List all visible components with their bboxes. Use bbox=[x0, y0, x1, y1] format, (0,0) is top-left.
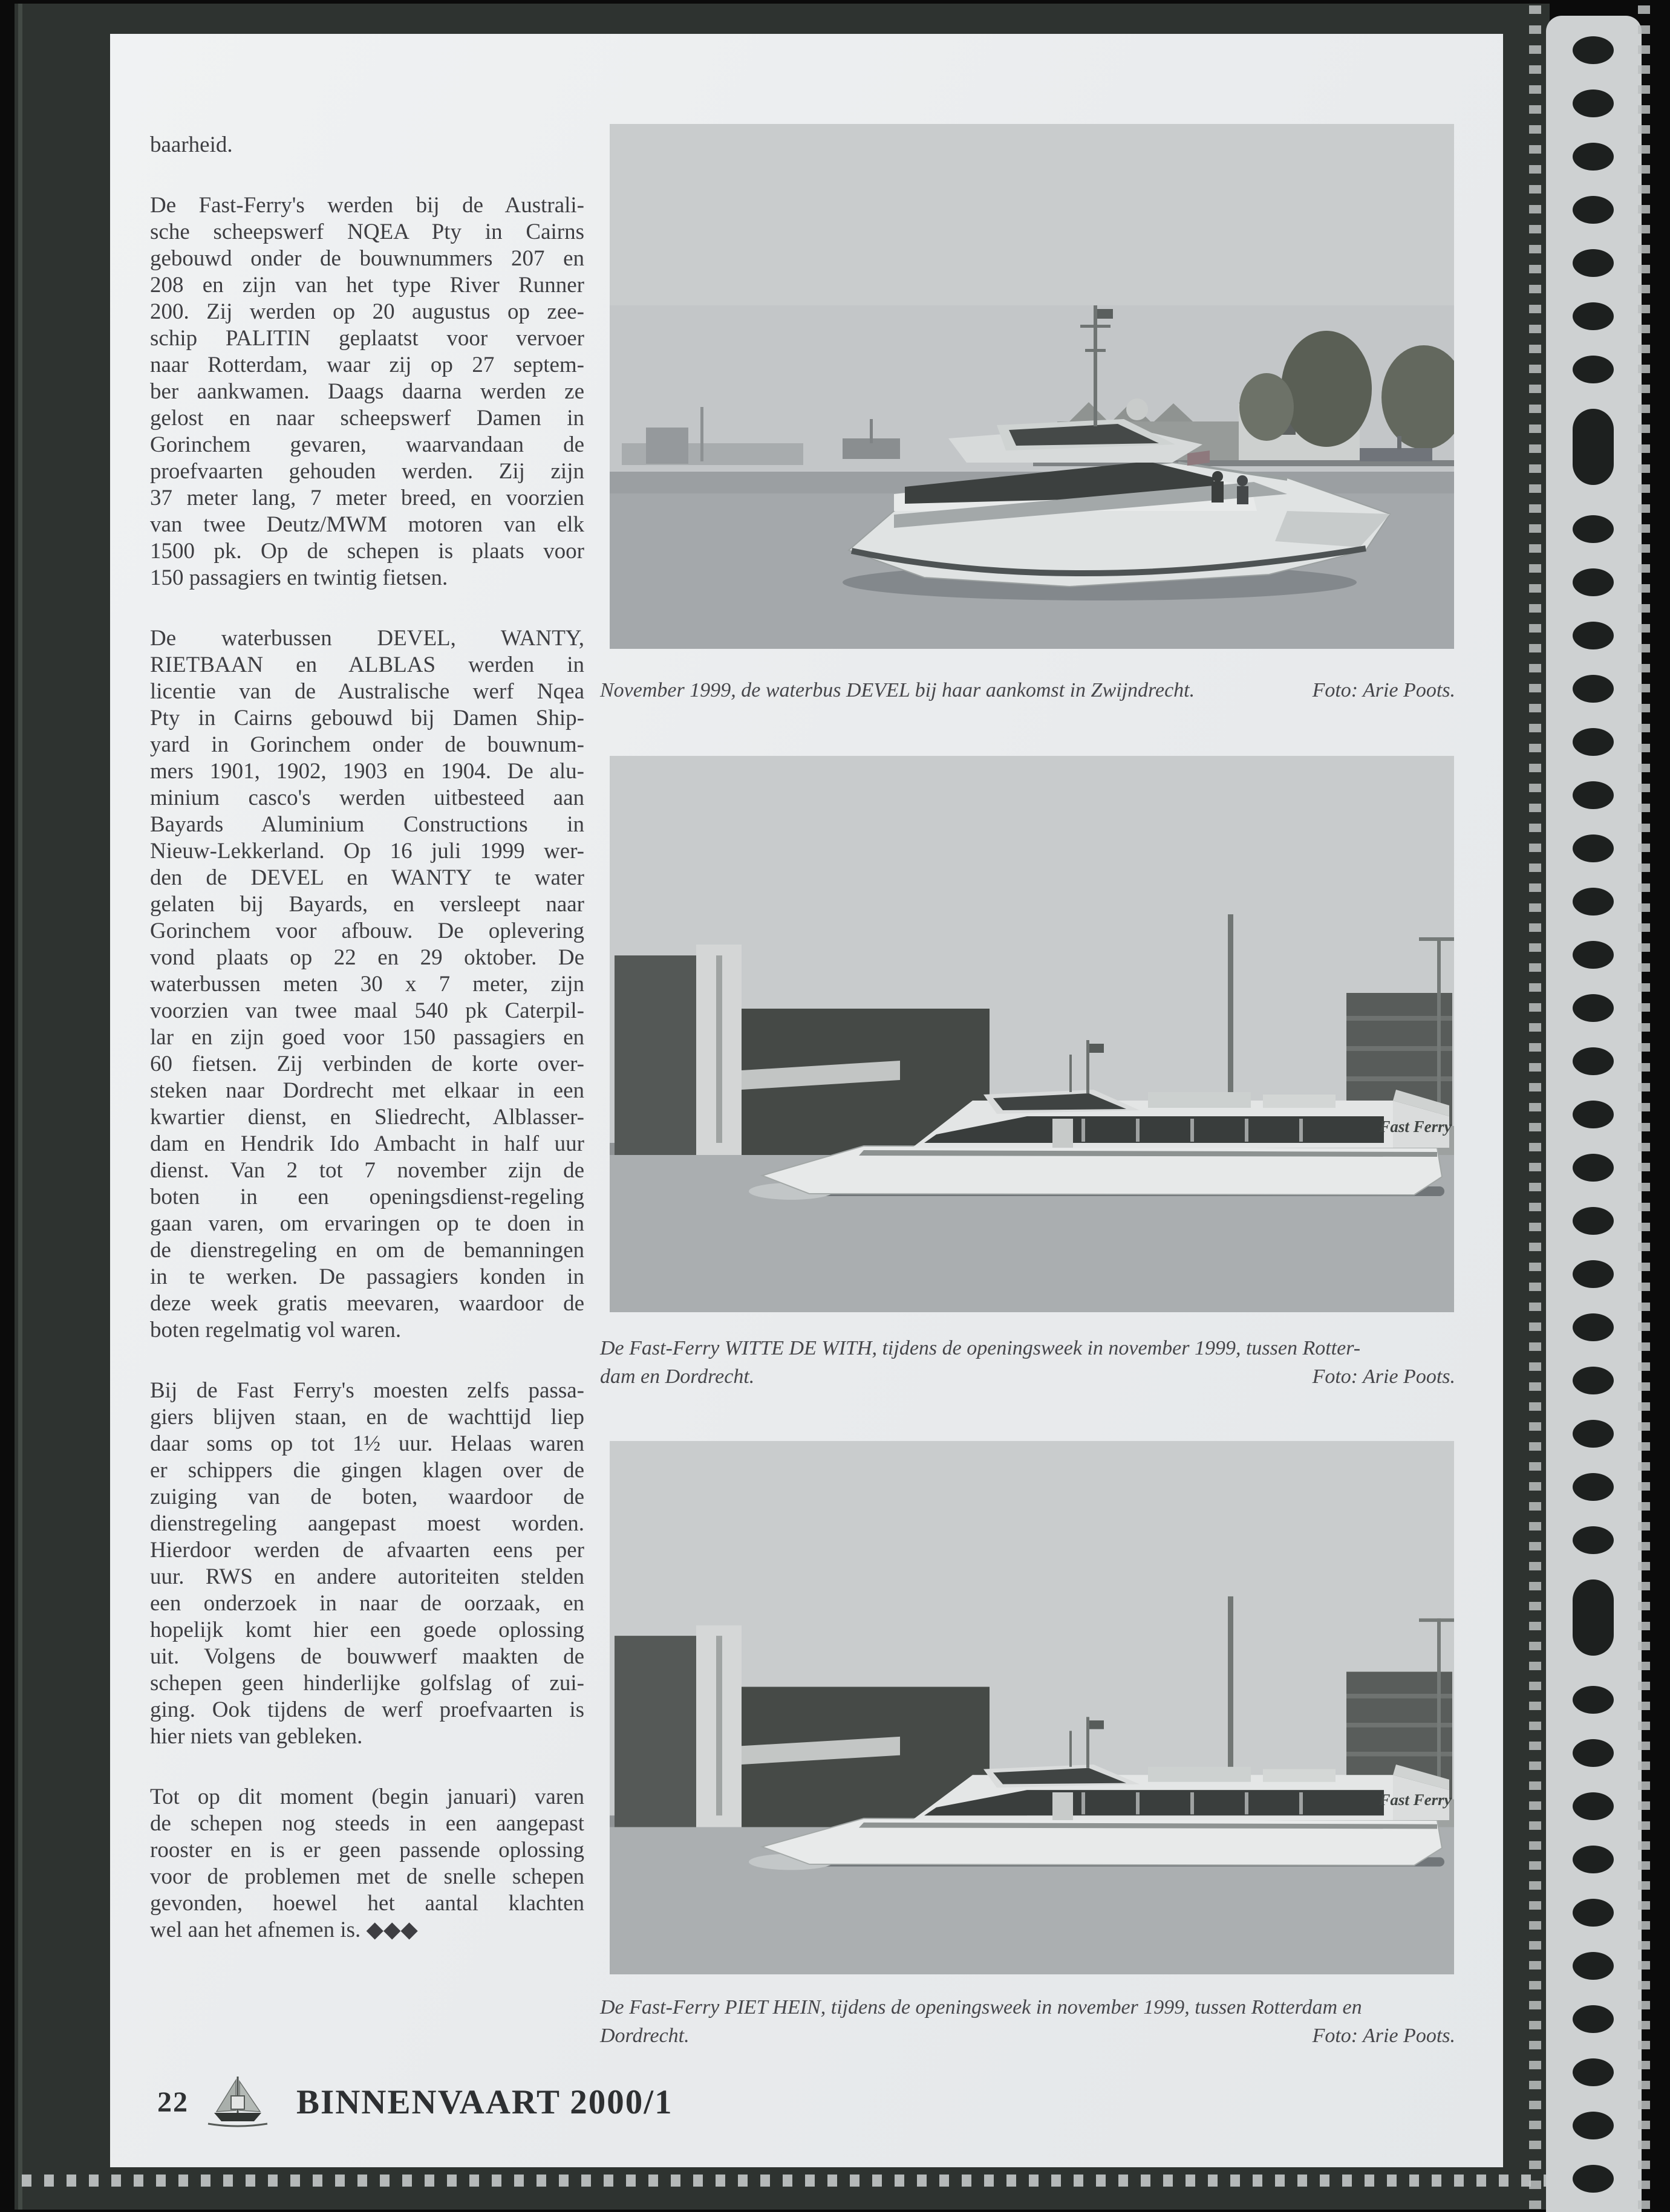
witte-de-with-photo-illustration bbox=[610, 756, 1454, 1312]
binder-hole bbox=[1573, 1154, 1614, 1182]
binder-hole bbox=[1573, 2058, 1614, 2086]
text-line: 150 passagiers en twintig fietsen. bbox=[150, 565, 448, 590]
binder-hole bbox=[1573, 36, 1614, 64]
text-line: er schippers die gingen klagen over de bbox=[150, 1458, 584, 1483]
binder-hole bbox=[1573, 409, 1614, 485]
text-line: lar en zijn goed voor 150 passagiers en bbox=[150, 1025, 584, 1050]
text-line: een onderzoek in naar de oorzaak, en bbox=[150, 1591, 584, 1616]
text-line: vond plaats op 22 en 29 oktober. De bbox=[150, 945, 584, 970]
binder-hole bbox=[1573, 1101, 1614, 1128]
magazine-title: BINNENVAART 2000/1 bbox=[296, 2083, 673, 2121]
photo-credit: Foto: Arie Poots. bbox=[1312, 2025, 1455, 2047]
text-line: in te werken. De passagiers konden in bbox=[150, 1264, 584, 1289]
text-line: Gorinchem gevaren, waarvandaan de bbox=[150, 432, 584, 457]
text-line: ging. Ook tijdens de werf proefvaarten is bbox=[150, 1697, 584, 1722]
text-line: RIETBAAN en ALBLAS werden in bbox=[150, 652, 584, 677]
text-line: Gorinchem voor afbouw. De oplevering bbox=[150, 919, 584, 943]
text-line: gaan varen, om ervaringen op te doen in bbox=[150, 1211, 584, 1236]
text-line: kwartier dienst, en Sliedrecht, Alblasser- bbox=[150, 1105, 584, 1130]
caption-text-line1: De Fast-Ferry WITTE DE WITH, tijdens de openingsweek in november 1999, tussen Rotter- bbox=[600, 1337, 1361, 1359]
binder-hole bbox=[1573, 1420, 1614, 1448]
binder-hole bbox=[1573, 1367, 1614, 1394]
text-line: Bayards Aluminium Constructions in bbox=[150, 812, 584, 837]
sleeve-edge-highlight bbox=[18, 4, 22, 2210]
text-line: 37 meter lang, 7 meter breed, en voorzien bbox=[150, 486, 584, 510]
caption-photo-1 bbox=[600, 676, 1455, 704]
text-line: Hierdoor werden de afvaarten eens per bbox=[150, 1538, 584, 1563]
page-footer bbox=[157, 2073, 673, 2131]
text-line: schip PALITIN geplaatst voor vervoer bbox=[150, 326, 584, 351]
binder-hole bbox=[1573, 728, 1614, 756]
paragraph bbox=[150, 132, 584, 158]
binder-hole bbox=[1573, 356, 1614, 383]
binder-hole bbox=[1573, 89, 1614, 117]
binder-hole bbox=[1573, 1846, 1614, 1873]
text-line: De waterbussen DEVEL, WANTY, bbox=[150, 626, 584, 651]
page-number: 22 bbox=[157, 2086, 189, 2118]
text-line: hier niets van gebleken. bbox=[150, 1724, 363, 1749]
binder-hole bbox=[1573, 1047, 1614, 1075]
binder-hole bbox=[1573, 1792, 1614, 1820]
text-line: rooster en is er geen passende oplossing bbox=[150, 1838, 584, 1862]
binder-hole bbox=[1573, 1579, 1614, 1656]
binder-hole bbox=[1573, 834, 1614, 862]
binder-hole bbox=[1573, 622, 1614, 649]
binder-holes bbox=[1546, 0, 1642, 2212]
text-line: steken naar Dordrecht met elkaar in een bbox=[150, 1078, 584, 1103]
binder-hole bbox=[1573, 1526, 1614, 1554]
photo-fast-ferry-witte-de-with bbox=[610, 756, 1454, 1312]
text-line: boten in een openingsdienst-regeling bbox=[150, 1185, 584, 1209]
text-line: sche scheepswerf NQEA Pty in Cairns bbox=[150, 220, 584, 244]
paragraph bbox=[150, 1784, 584, 1944]
text-line: giers blijven staan, en de wachttijd liep bbox=[150, 1405, 584, 1430]
text-line: yard in Gorinchem onder de bouwnum- bbox=[150, 732, 584, 757]
paragraph bbox=[150, 625, 584, 1344]
binder-hole bbox=[1573, 1739, 1614, 1767]
text-line: 200. Zij werden op 20 augustus op zee- bbox=[150, 299, 584, 324]
sleeve-perforation-column-inner bbox=[1529, 0, 1541, 2212]
text-line: den de DEVEL en WANTY te water bbox=[150, 865, 584, 890]
sleeve-perforation-row-bottom bbox=[16, 2175, 1546, 2187]
sailing-ship-icon bbox=[204, 2074, 271, 2130]
text-line: dienst. Van 2 tot 7 november zijn de bbox=[150, 1158, 584, 1183]
paragraph bbox=[150, 192, 584, 591]
binder-hole bbox=[1573, 196, 1614, 224]
text-line: 208 en zijn van het type River Runner bbox=[150, 273, 584, 298]
caption-text-line2: Dordrecht. bbox=[600, 2025, 690, 2047]
piet-hein-photo-illustration bbox=[610, 1441, 1454, 1974]
text-line: schepen geen hinderlijke golfslag of zui- bbox=[150, 1671, 584, 1696]
text-line: Bij de Fast Ferry's moesten zelfs passa- bbox=[150, 1378, 584, 1403]
binder-hole bbox=[1573, 1952, 1614, 1980]
binder-hole bbox=[1573, 143, 1614, 171]
text-line: de dienstregeling en om de bemanningen bbox=[150, 1238, 584, 1263]
text-line: boten regelmatig vol waren. bbox=[150, 1318, 402, 1342]
text-line: mers 1901, 1902, 1903 en 1904. De alu- bbox=[150, 759, 584, 784]
text-line: licentie van de Australische werf Nqea bbox=[150, 679, 584, 704]
caption-text: November 1999, de waterbus DEVEL bij haar aankomst in Zwijndrecht. bbox=[600, 679, 1195, 701]
text-line: 60 fietsen. Zij verbinden de korte over- bbox=[150, 1052, 584, 1076]
binder-hole bbox=[1573, 1207, 1614, 1235]
text-line: dienstregeling aangepast moest worden. bbox=[150, 1511, 584, 1536]
binder-hole bbox=[1573, 888, 1614, 916]
binder-hole bbox=[1573, 568, 1614, 596]
text-line: uit. Volgens de bouwwerf maakten de bbox=[150, 1644, 584, 1669]
text-line: 1500 pk. Op de schepen is plaats voor bbox=[150, 539, 584, 564]
binder-hole bbox=[1573, 781, 1614, 809]
text-line: van twee Deutz/MWM motoren van elk bbox=[150, 512, 584, 537]
photo-credit: Foto: Arie Poots. bbox=[1312, 679, 1455, 701]
hull-label-text: Fast Ferry bbox=[1379, 1117, 1452, 1136]
binder-hole bbox=[1573, 1473, 1614, 1501]
binder-hole bbox=[1573, 1313, 1614, 1341]
photo-waterbus-devel bbox=[610, 124, 1454, 649]
binder-hole bbox=[1573, 2005, 1614, 2033]
text-line: hopelijk komt hier een goede oplossing bbox=[150, 1618, 584, 1642]
binder-hole bbox=[1573, 2165, 1614, 2193]
text-line: wel aan het afnemen is. ◆◆◆ bbox=[150, 1918, 418, 1942]
binder-hole bbox=[1573, 1260, 1614, 1288]
hull-label-text: Fast Ferry bbox=[1379, 1791, 1452, 1809]
photo-credit: Foto: Arie Poots. bbox=[1312, 1365, 1455, 1388]
text-line: daar soms op tot 1½ uur. Helaas waren bbox=[150, 1431, 584, 1456]
devel-photo-illustration bbox=[610, 124, 1454, 649]
text-line: dam en Hendrik Ido Ambacht in half uur bbox=[150, 1131, 584, 1156]
caption-text-line1: De Fast-Ferry PIET HEIN, tijdens de openingsweek in november 1999, tussen Rotterdam en bbox=[600, 1996, 1362, 2018]
text-line: de schepen nog steeds in een aangepast bbox=[150, 1811, 584, 1836]
binder-hole bbox=[1573, 941, 1614, 969]
text-line: De Fast-Ferry's werden bij de Australi- bbox=[150, 193, 584, 218]
text-line: gebouwd onder de bouwnummers 207 en bbox=[150, 246, 584, 271]
text-line: Tot op dit moment (begin januari) varen bbox=[150, 1784, 584, 1809]
binder-hole bbox=[1573, 1686, 1614, 1714]
text-line: gelaten bij Bayards, en versleept naar bbox=[150, 892, 584, 917]
text-line: voorzien van twee maal 540 pk Caterpil- bbox=[150, 998, 584, 1023]
text-line: baarheid. bbox=[150, 132, 233, 157]
binder-hole bbox=[1573, 249, 1614, 277]
text-line: zuiging van de boten, waardoor de bbox=[150, 1485, 584, 1509]
binder-hole bbox=[1573, 994, 1614, 1022]
text-line: Nieuw-Lekkerland. Op 16 juli 1999 wer- bbox=[150, 839, 584, 864]
binder-hole bbox=[1573, 1899, 1614, 1927]
text-line: gelost en naar scheepswerf Damen in bbox=[150, 406, 584, 431]
binder-hole bbox=[1573, 302, 1614, 330]
text-line: deze week gratis meevaren, waardoor de bbox=[150, 1291, 584, 1316]
text-line: uur. RWS en andere autoriteiten stelden bbox=[150, 1564, 584, 1589]
text-line: minium casco's werden uitbesteed aan bbox=[150, 786, 584, 810]
text-line: proefvaarten gehouden werden. Zij zijn bbox=[150, 459, 584, 484]
caption-text-line2: dam en Dordrecht. bbox=[600, 1365, 755, 1388]
text-line: ber aankwamen. Daags daarna werden ze bbox=[150, 379, 584, 404]
text-line: Pty in Cairns gebouwd bij Damen Ship- bbox=[150, 706, 584, 730]
caption-photo-3 bbox=[600, 1993, 1455, 2050]
text-line: waterbussen meten 30 x 7 meter, zijn bbox=[150, 972, 584, 997]
article-column bbox=[150, 132, 584, 1944]
caption-photo-2 bbox=[600, 1334, 1455, 1391]
binder-hole bbox=[1573, 2112, 1614, 2139]
text-line: voor de problemen met de snelle schepen bbox=[150, 1864, 584, 1889]
text-line: gevonden, hoewel het aantal klachten bbox=[150, 1891, 584, 1916]
sleeve-perforation-column-outer bbox=[1638, 0, 1650, 2212]
binder-hole bbox=[1573, 675, 1614, 703]
text-line: naar Rotterdam, waar zij op 27 septem- bbox=[150, 353, 584, 377]
binder-hole bbox=[1573, 515, 1614, 543]
paragraph bbox=[150, 1378, 584, 1750]
photo-fast-ferry-piet-hein bbox=[610, 1441, 1454, 1974]
